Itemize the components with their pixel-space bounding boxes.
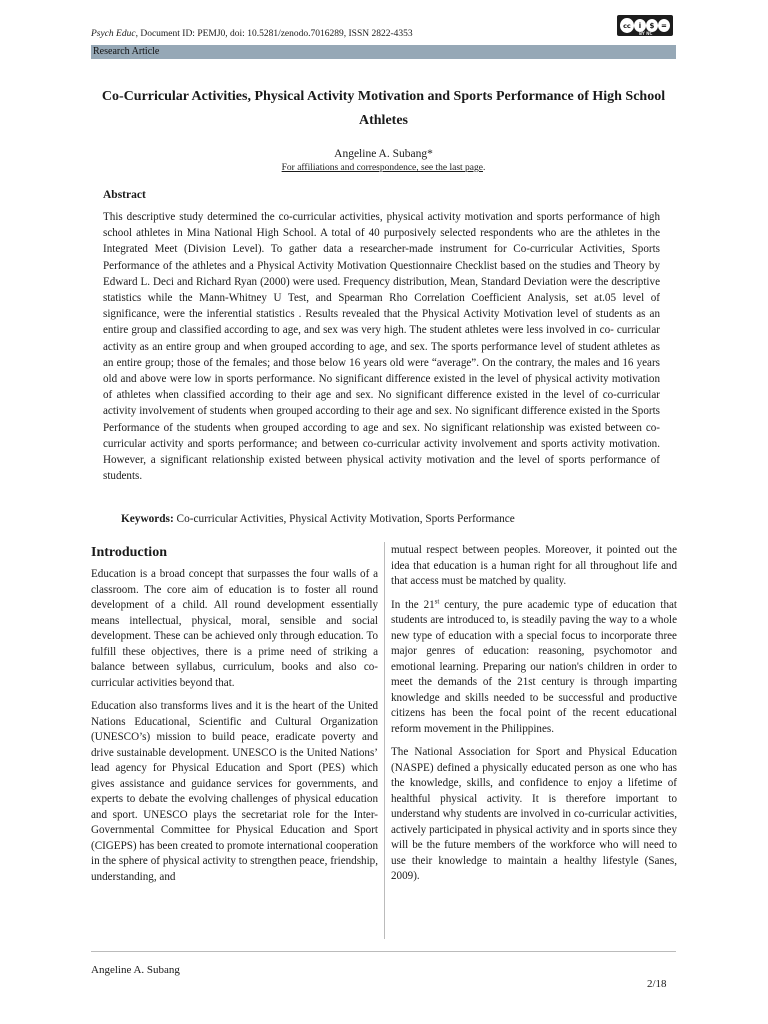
abstract-body: This descriptive study determined the co-curricular activities, physical activity motivation and sports performance of high school athletes in Mina National High School. A total of 40 purposively selected respondents who are the athletes in the Integrated Meet (Division Level). To gather data a researcher-made instrument for Co-curricular Activities, Sports Performance of the athletes and a Physical Activity Motivation Questionnaire Checklist based on the studies and Theory by Edward L. Deci and Richard Ryan (2000) were used. Frequency distribution, Mean, Standard Deviation were the descriptive statistics while the Mann-Whitney U Test, and Spearman Rho Correlation Coefficient Analysis, set at.05 level of significance, were the inferential statistics . Results revealed that the Physical Activity Motivation level of students as an entire group and classified according to age, and sex was very high. The student athletes were less involved in co- curricular activity as an entire group and when grouped according to age, and sex. The sports performance level of student athletes as an entire group; those of the females; and those below 16 years old were “average”. On the contrary, the males and 16 years old and above were low in sports performance. No significant difference existed in the level of physical activity motivation of athletes when classified according to their age and sex. No significant difference existed in the level of co-curricular activity involvement of students when grouped according to their age and sex. No significant difference existed in the Sports Performance of the students when grouped according to age and sex. No significant relationship was existed between co-curricular activity and sports performance; and between co-curricular activity involvement and sports activity motivation. However, a significant relationship existed between physical activity motivation and the level of sports performance of students.	[103, 211, 660, 483]
right-column	[391, 543, 677, 893]
intro-paragraph: The National Association for Sport and Physical Education (NASPE) defined a physically educated person as one who has the knowledge, skills, and confidence to enjoy a lifetime of healthful physical activity. It is therefore important to understand why students are involved in co-curricular activities, actively participated in physical activity and in sports since they will be the future members of the workforce who will need to use their knowledge to maintain a healthy lifestyle (Sanes, 2009).	[391, 746, 677, 882]
attribution-icon: i	[634, 19, 646, 32]
page-number: 2/18	[647, 978, 667, 990]
abstract-heading: Abstract	[103, 189, 146, 201]
intro-paragraph: Education also transforms lives and it is the heart of the United Nations Educational, Scientific and Cultural Organization (UNESCO’s) mission to build peace, eradicate poverty and drive sustainable development. UNESCO is the United Nations’ lead agency for Physical Education and Sport (PES) which gives assistance and guidance services for governments, and experts to debate the evolving challenges of physical education and sport. UNESCO plays the secretariat role for the Inter-Governmental Committee for Physical Education and Sport (CIGEPS) has been created to promote international cooperation in the sphere of physical activity to strengthen peace, friendship, understanding, and	[91, 700, 378, 883]
footer-author: Angeline A. Subang	[91, 964, 180, 976]
cc-icon: cc	[620, 18, 634, 33]
license-sub-label: BY NC	[639, 31, 653, 36]
journal-name: Psych Educ	[91, 29, 136, 39]
citation-details: , Document ID: PEMJ0, doi: 10.5281/zenodo.7016289, ISSN 2822-4353	[135, 29, 413, 39]
keywords-list: Co-curricular Activities, Physical Activity Motivation, Sports Performance	[173, 513, 515, 525]
intro-paragraph: mutual respect between peoples. Moreover, it pointed out the idea that education is a human right for all throughout life and that access must be matched by quality.	[391, 544, 677, 587]
intro-paragraph: Education is a broad concept that surpasses the four walls of a classroom. The core aim of education is to foster all round development of a child. All round development essentially means intellectual, physical, moral, sensible and social development. These can be achieved only through education. To fulfill these objectives, there is a prime need of striking a balance between syllabus, curriculum, books and also co-curricular activities beyond that.	[91, 568, 378, 689]
journal-citation	[91, 29, 413, 39]
column-divider	[384, 542, 385, 939]
introduction-heading: Introduction	[91, 545, 167, 560]
keywords-label: Keywords:	[121, 513, 174, 525]
noncommercial-icon: $	[646, 19, 658, 32]
article-type-bar: Research Article	[91, 45, 676, 59]
keywords	[121, 513, 515, 525]
footer-divider	[91, 951, 676, 952]
author-name: Angeline A. Subang*	[334, 148, 433, 160]
left-column	[91, 543, 378, 893]
affiliation-note[interactable]: For affiliations and correspondence, see the last page.	[281, 163, 486, 173]
noderivatives-icon: =	[658, 19, 670, 32]
affiliation-link[interactable]: For affiliations and correspondence, see the last page	[281, 163, 483, 173]
paper-title: Co-Curricular Activities, Physical Activity Motivation and Sports Performance of High School Athletes	[101, 89, 666, 128]
intro-paragraph: In the 21st century, the pure academic type of education that students are introduced to, is steadily paving the way to a whole new type of education with a special focus to incorporate three major genres of education: reasoning, psychomotor and emotional learning. Preparing our nation's children in order to meet the demands of the 21st century is through imparting knowledge and skills needed to be successful and productive citizens has been the focal point of the recent educational reform movement in the Philippines.	[391, 596, 678, 735]
creative-commons-license-badge[interactable]	[617, 15, 673, 36]
